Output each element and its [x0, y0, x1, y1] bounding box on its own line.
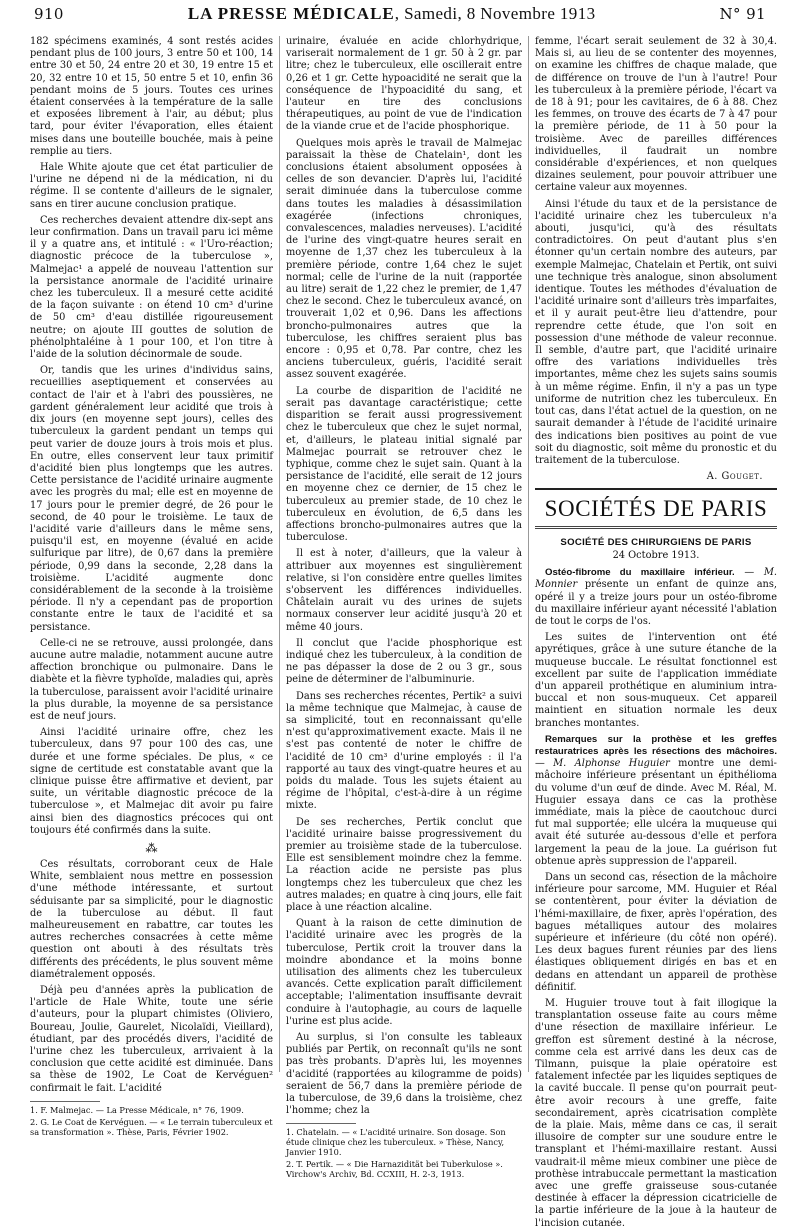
paragraph: De ses recherches, Pertik conclut que l'acidité urinaire baisse progressivement du premier au troisième stade de la tuberculose. Elle est sensiblement moindre chez la femme. La réaction acide ne persiste pas plus longtemps chez les tuberculeux que chez les autres malades; en quatre à cinq jours, elle fait place à une réaction alcaline. — [286, 816, 522, 914]
issue-number: N° 91 — [719, 5, 766, 23]
footnote: 2. T. Pertik. — « Die Harnazidität bei Tuberkulose ». Virchow's Archiv, Bd. CCXIII, H. 2-3, 1913. — [286, 1159, 503, 1180]
paragraph: Il conclut que l'acide phosphorique est indiqué chez les tuberculeux, à la condition de ne pas dépasser la dose de 2 ou 3 gr., sous peine de déterminer de l'albuminurie. — [286, 637, 522, 686]
speaker-name: M. Monnier — [535, 567, 777, 591]
page-header — [0, 0, 800, 28]
paragraph: Or, tandis que les urines d'individus sains, recueillies aseptiquement et conservées au contact de l'air et à l'abri des poussières, ne gardent généralement leur acidité que trois à dix jours (en moyenne sept jours), celles des tuberculeux la gardent pendant un temps qui peut varier de douze jours à trois mois et plus. En outre, elles conservent leur taux primitif d'acidité bien plus longtemps que les autres. Cette persistance de l'acidité urinaire augmente avec les progrès du mal; elle est en moyenne de 17 jours pour le premier degré, de 26 pour le second, de 40 pour le troisième. Le taux de l'acidité varie d'ailleurs dans le même sens, puisqu'il est, en moyenne (évalué en acide sulfurique par litre), de 0,67 dans la première période, 0,99 dans la seconde, 2,28 dans la troisième. L'acidité augmente donc considérablement de la seconde à la troisième période. Il n'y a cependant pas de proportion constante entre le taux de l'acidité et sa persistance. — [30, 365, 273, 633]
footnote: 1. F. Malmejac. — La Presse Médicale, n° 76, 1909. — [30, 1104, 244, 1115]
paragraph: Au surplus, si l'on consulte les tableaux publiés par Pertik, on reconnaît qu'ils ne sont pas très probants. D'après lui, les moyennes d'acidité (rapportées au kilogramme de poids) seraient de 56,7 dans la première période de la tuberculose, de 39,6 dans la troisième, chez l'homme; chez la — [286, 1032, 522, 1117]
paragraph: Déjà peu d'années après la publication de l'article de Hale White, toute une série d'auteurs, pour la plupart chimistes (Oliviero, Boureau, Joulie, Gaurelet, Nicolaïdi, Vieillard), étudiant, par des procédés divers, l'acidité de l'urine chez les tuberculeux, arrivaient à la conclusion que cette acidité est diminuée. Dans sa thèse de 1902, Le Coat de Kervéguen² confirmait le fait. L'acidité — [30, 985, 273, 1094]
paragraph: Ces recherches devaient attendre dix-sept ans leur confirmation. Dans un travail paru ici même il y a quatre ans, et intitulé : « l'Uro-réaction; diagnostic précoce de la tuberculose », Malmejac¹ a appelé de nouveau l'attention sur la persistance anormale de l'acidité urinaire chez les tuberculeux. Il a mesuré cette acidité de la façon suivante : on étend 10 cm³ d'urine de 50 cm³ d'eau distillée rigoureusement neutre; on ajoute III gouttes de solution de phénolphtaléine à 1 pour 100, et l'on titre à l'aide de la solution décinormale de soude. — [30, 214, 273, 361]
column-3 — [528, 36, 777, 1229]
footnote: 1. Chatelain. — « L'acidité urinaire. Son dosage. Son étude clinique chez les tuberculeux. » Thèse, Nancy, Janvier 1910. — [286, 1127, 506, 1158]
masthead — [188, 4, 596, 24]
paragraph: Ainsi l'étude du taux et de la persistance de l'acidité urinaire chez les tuberculeux n'a abouti, jusqu'ici, qu'à des résultats contradictoires. On peut d'autant plus s'en étonner qu'un certain nombre des auteurs, par exemple Malmejac, Chatelain et Pertik, ont suivi une technique très analogue, sinon absolument identique. Toutes les méthodes d'évaluation de l'acidité urinaire sont d'ailleurs très imparfaites, et il y aurait peut-être lieu d'attendre, pour reprendre cette étude, que l'on soit en possession d'une méthode de valeur reconnue. Il semble, d'autre part, que l'acidité urinaire offre des variations individuelles très importantes, même chez les sujets sains soumis à un même régime. Enfin, il n'y a pas un type uniforme de nutrition chez les tuberculeux. En tout cas, dans l'état actuel de la question, on ne saurait demander à l'étude de l'acidité urinaire des indications bien positives au point de vue soit du diagnostic, soit même du pronostic et du traitement de la tuberculose. — [535, 198, 777, 466]
paragraph: Dans ses recherches récentes, Pertik² a suivi la même technique que Malmejac, à cause de sa simplicité, tout en reconnaissant qu'elle n'est qu'approximativement exacte. Mais il ne s'est pas contenté de noter le chiffre de l'acidité de 10 cm³ d'urine employés : il l'a rapporté au taux des vingt-quatre heures et au poids du malade. Tous les sujets étaient au régime de l'hôpital, c'est-à-dire à un régime mixte. — [286, 690, 522, 812]
item-heading: Remarques sur la prothèse et les greffes restauratrices après les résections des mâchoires. — [535, 733, 777, 757]
speaker-name: M. Alphonse Huguier — [553, 758, 670, 770]
paragraph: Hale White ajoute que cet état particulier de l'urine ne dépend ni de la médication, ni du régime. Il se contente d'ailleurs de le signaler, sans en tirer aucune conclusion pratique. — [30, 162, 273, 210]
paragraph: Ostéo-fibrome du maxillaire inférieur. — M. Monnier présente un enfant de quinze ans, opéré il y a treize jours pour un ostéo-fibrome du maxillaire inférieur ayant nécessité l'ablation de tout le corps de l'os. — [535, 567, 777, 627]
paragraph: Les suites de l'intervention ont été apyrétiques, grâce à une suture étanche de la muqueuse buccale. Le résultat fonctionnel est excellent par suite de l'application immédiate d'un appareil prothétique en aluminium intra-buccal et non sous-muqueux. Cet appareil maintient en situation normale les deux branches montantes. — [535, 632, 777, 729]
footnote-divider — [286, 1123, 356, 1124]
footnote-divider — [30, 1101, 100, 1102]
paragraph: Celle-ci ne se retrouve, aussi prolongée, dans aucune autre maladie, notamment aucune autre affection bronchique ou pulmonaire. Dans le diabète et la fièvre typhoïde, maladies qui, après la tuberculose, paraissent avoir l'acidité urinaire la plus durable, la moyenne de sa persistance est de neuf jours. — [30, 637, 273, 722]
paragraph: Quant à la raison de cette diminution de l'acidité urinaire avec les progrès de la tuberculose, Pertik croit la trouver dans la moindre abondance et la moins bonne utilisation des aliments chez les tuberculeux avancés. Cette explication paraît difficilement acceptable; l'alimentation insuffisante devrait conduire à l'autophagie, au cours de laquelle l'urine est plus acide. — [286, 918, 522, 1027]
page-number: 910 — [34, 5, 64, 23]
paragraph: urinaire, évaluée en acide chlorhydrique, variserait normalement de 1 gr. 50 à 2 gr. par litre; chez le tuberculeux, elle oscillerait entre 0,26 et 1 gr. Cette hypoacidité ne serait que la conséquence de l'hypoacidité du sang, et l'auteur en tire des conclusions thérapeutiques, au point de vue de l'indication de la viande crue et de l'acide phosphorique. — [286, 36, 522, 133]
paragraph: Ces résultats, corroborant ceux de Hale White, semblaient nous mettre en possession d'une méthode intéressante, et surtout séduisante par sa simplicité, pour le diagnostic de la tuberculose au début. Il faut malheureusement en rabattre, car toutes les autres recherches consacrées à cette même question ont abouti à des résultats très différents des précédents, le plus souvent même diamétralement opposés. — [30, 859, 273, 980]
paragraph: Il est à noter, d'ailleurs, que la valeur à attribuer aux moyennes est singulièrement relative, si l'on considère entre quelles limites s'observent les différences individuelles. Châtelain aurait vu des urines de sujets normaux conserver leur acidité jusqu'à 20 et même 40 jours. — [286, 548, 522, 633]
paragraph: Ainsi l'acidité urinaire offre, chez les tuberculeux, dans 97 pour 100 des cas, une durée et une forme spéciales. De plus, « ce signe de certitude est constatable avant que la clinique puisse être affirmative et devient, par suite, un véritable diagnostic précoce de la tuberculose », et Malmejac dit avoir pu faire ainsi bien des diagnostics précoces qui ont toujours été confirmés dans la suite. — [30, 727, 273, 836]
journal-name: LA PRESSE MÉDICALE — [187, 4, 395, 23]
paragraph: Quelques mois après le travail de Malmejac paraissait la thèse de Chatelain¹, dont les conclusions étaient absolument opposées à celles de son devancier. D'après lui, l'acidité serait diminuée dans la tuberculose comme dans toutes les maladies à désassimilation exagérée (infections chroniques, convalescences, maladies nerveuses). L'acidité de l'urine des vingt-quatre heures serait en moyenne de 1,37 chez les tuberculeux à la première période, contre 1,64 chez le sujet normal; celle de l'urine de la nuit (rapportée au litre) serait de 1,22 chez le premier, de 1,47 chez le second. Chez le tuberculeux avancé, on trouverait 1,02 et 0,96. Dans les affections broncho-pulmonaires autres que la tuberculose, les chiffres seraient plus bas encore : 0,95 et 0,78. Par contre, chez les anciens tuberculeux, guéris, l'acidité serait assez souvent exagérée. — [286, 137, 522, 381]
paragraph: La courbe de disparition de l'acidité ne serait pas davantage caractéristique; cette disparition se ferait aussi progressivement chez le tuberculeux que chez le sujet normal, et, d'ailleurs, le plateau initial signalé par Malmejac pourrait se retrouver chez le typhique, comme chez le sujet sain. Quant à la persistance de l'acidité, elle serait de 12 jours en moyenne chez ce dernier, de 15 chez le tuberculeux au premier stade, de 10 chez le tuberculeux en évolution, de 6,5 dans les affections broncho-pulmonaires autres que la tuberculose. — [286, 385, 522, 544]
paragraph-text: présente un enfant de quinze ans, opéré il y a treize jours pour un ostéo-fibrome du maxillaire inférieur ayant nécessité l'ablation de tout le corps de l'os. — [535, 579, 777, 627]
paragraph: 182 spécimens examinés, 4 sont restés acides pendant plus de 100 jours, 3 entre 50 et 100, 14 entre 30 et 50, 24 entre 20 et 30, 19 entre 15 et 20, 32 entre 10 et 15, 50 entre 5 et 10, enfin 36 pendant moins de 5 jours. Toutes ces urines étaient conservées à la température de la salle et exposées librement à l'air, au début; plus tard, pour éviter l'évaporation, elles étaient mises dans une bouteille bouchée, mais à peine remplie au tiers. — [30, 36, 273, 157]
society-heading: SOCIÉTÉ DES CHIRURGIENS DE PARIS — [560, 537, 752, 549]
text-columns — [30, 36, 778, 1229]
paragraph-text: montre une demi-mâchoire inférieure présentant un épithélioma du volume d'un œuf de dinde. Avec M. Réal, M. Huguier essaya dans ce cas la prothèse immédiate, mais la pièce de caoutchouc durci fut mal supportée; elle ulcéra la muqueuse qui avait été suturée au-dessous d'elle et perfora largement la peau de la joue. La guérison fut obtenue après suppression de l'appareil. — [535, 758, 777, 867]
section-rule-bottom — [535, 526, 777, 529]
paragraph: femme, l'écart serait seulement de 32 à 30,4. Mais si, au lieu de se contenter des moyennes, on examine les chiffres de chaque malade, que de différence on trouve de l'un à l'autre! Pour les tuberculeux à la première période, l'écart va de 18 à 91; pour les cavitaires, de 6 à 88. Chez les femmes, on trouve des écarts de 7 à 47 pour la première période, de 11 à 50 pour la troisième. Avec de pareilles différences individuelles, il faudrait un nombre considérable d'expériences, et non quelques dizaines seulement, pour pouvoir attribuer une certaine valeur aux moyennes. — [535, 36, 777, 194]
issue-date: , Samedi, 8 Novembre 1913 — [394, 4, 596, 23]
paragraph: Remarques sur la prothèse et les greffes restauratrices après les résections des mâchoires. — M. Alphonse Huguier montre une demi-mâchoire inférieure présentant un épithélioma du volume d'un œuf de dinde. Avec M. Réal, M. Huguier essaya dans ce cas la prothèse immédiate, mais la pièce de caoutchouc durci fut mal supportée; elle ulcéra la muqueuse qui avait été suturée au-dessous d'elle et perfora largement la peau de la joue. La guérison fut obtenue après suppression de l'appareil. — [535, 733, 777, 867]
section-rule-top — [535, 488, 777, 490]
column-2 — [279, 36, 528, 1180]
paragraph: Dans un second cas, résection de la mâchoire inférieure pour sarcome, MM. Huguier et Réal se contentèrent, pour éviter la déviation de l'hémi-maxillaire, de fixer, après l'opération, des bagues métalliques autour des molaires supérieure et inférieure (du côté non opéré). Les deux bagues furent réunies par des liens élastiques obliquement dirigés en bas et en dedans en attendant un appareil de prothèse définitif. — [535, 871, 777, 993]
paragraph: M. Huguier trouve tout à fait illogique la transplantation osseuse faite au cours même d'une résection de maxillaire inférieur. Le greffon est sûrement destiné à la nécrose, comme cela est arrivé dans les deux cas de Tilmann, puisque la plaie opératoire est fatalement infectée par les liquides septiques de la cavité buccale. Il pense qu'on pourrait peut-être avoir recours à une greffe, faite secondairement, après cicatrisation complète de la plaie. Mais, même dans ce cas, il serait illusoire de compter sur une soudure entre le transplant et l'hémi-maxillaire restant. Aussi vaudrait-il même mieux combiner une pièce de prothèse intrabuccale permettant la mastication avec une greffe graisseuse sous-cutanée destinée à effacer la dépression cicatricielle de la partie inférieure de la joue à la hauteur de l'incision cutanée. — [535, 998, 777, 1229]
author-signature: A. Gouget. — [706, 471, 763, 483]
section-title: SOCIÉTÉS DE PARIS — [544, 496, 768, 522]
meeting-date: 24 Octobre 1913. — [612, 550, 700, 562]
column-1 — [30, 36, 279, 1137]
section-break-asterism: ⁂ — [145, 841, 158, 855]
item-heading: Ostéo-fibrome du maxillaire inférieur. — [545, 567, 735, 579]
footnote: 2. G. Le Coat de Kervéguen. — « Le terrain tuberculeux et sa transformation ». Thèse, Paris, Février 1902. — [30, 1116, 273, 1137]
